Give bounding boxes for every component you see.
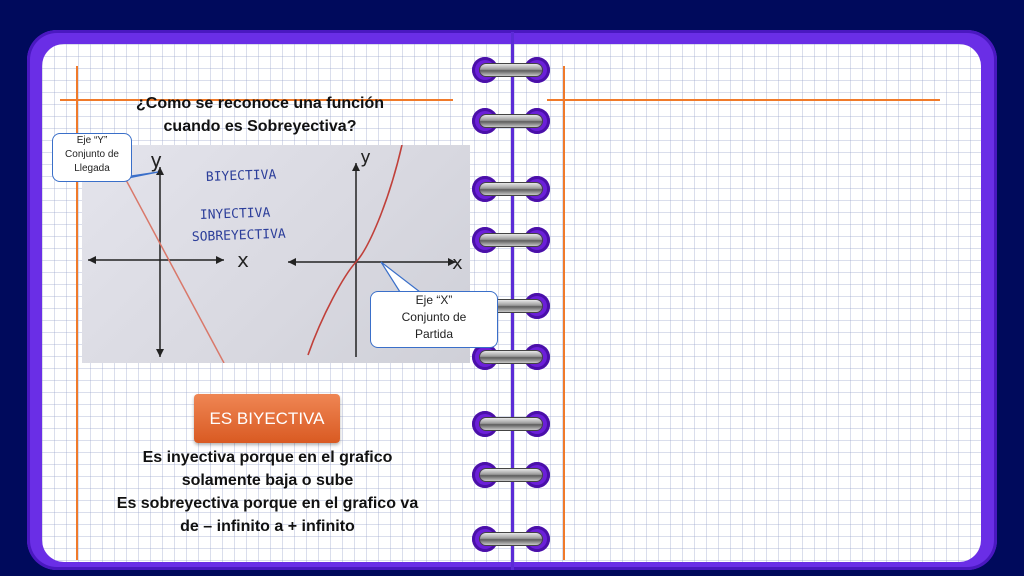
binder-ring	[472, 57, 550, 83]
right-x-label: x	[452, 253, 463, 274]
explanation-text	[100, 446, 435, 538]
binder-ring	[472, 108, 550, 134]
explanation-line-1: Es inyectiva porque en el grafico	[142, 449, 393, 466]
right-page	[514, 44, 981, 562]
inyectiva-text: INYECTIVA	[199, 205, 271, 223]
right-margin-rule	[563, 66, 565, 560]
explanation-line-4: de – infinito a + infinito	[180, 518, 355, 535]
right-header-rule	[547, 99, 940, 101]
left-x-label: x	[237, 248, 250, 272]
explanation-line-2: solamente baja o sube	[181, 472, 354, 489]
callout-y-line-2: Conjunto de	[65, 149, 119, 160]
right-y-label: y	[360, 147, 371, 168]
left-decreasing-line	[118, 165, 224, 363]
es-biyectiva-badge: ES BIYECTIVA	[194, 394, 340, 443]
left-y-label: y	[150, 148, 163, 172]
callout-y-line-3: Llegada	[74, 163, 110, 174]
title-line-2: cuando es Sobreyectiva?	[163, 118, 357, 135]
explanation-line-3: Es sobreyectiva porque en el grafico va	[116, 495, 419, 512]
binder-ring	[472, 411, 550, 437]
callout-x-line-3: Partida	[414, 327, 454, 341]
callout-eje-y	[52, 133, 132, 182]
right-x-arrow-left	[288, 258, 296, 266]
callout-x-line-1: Eje “X”	[415, 293, 453, 307]
callout-eje-x	[370, 291, 498, 348]
left-y-arrow-bottom	[156, 349, 164, 357]
title-line-1: ¿Como se reconoce una función	[135, 95, 385, 112]
right-y-arrow-top	[352, 163, 360, 171]
binder-ring	[472, 227, 550, 253]
callout-x-line-2: Conjunto de	[401, 310, 467, 324]
left-x-arrow-left	[88, 256, 96, 264]
page-title	[115, 92, 405, 138]
binder-ring	[472, 462, 550, 488]
binder-ring	[472, 526, 550, 552]
binder-ring	[472, 176, 550, 202]
sobreyectiva-text: SOBREYECTIVA	[191, 226, 287, 245]
left-x-arrow-right	[216, 256, 224, 264]
biyectiva-text: BIYECTIVA	[205, 167, 277, 185]
callout-y-line-1: Eje “Y”	[76, 135, 108, 146]
